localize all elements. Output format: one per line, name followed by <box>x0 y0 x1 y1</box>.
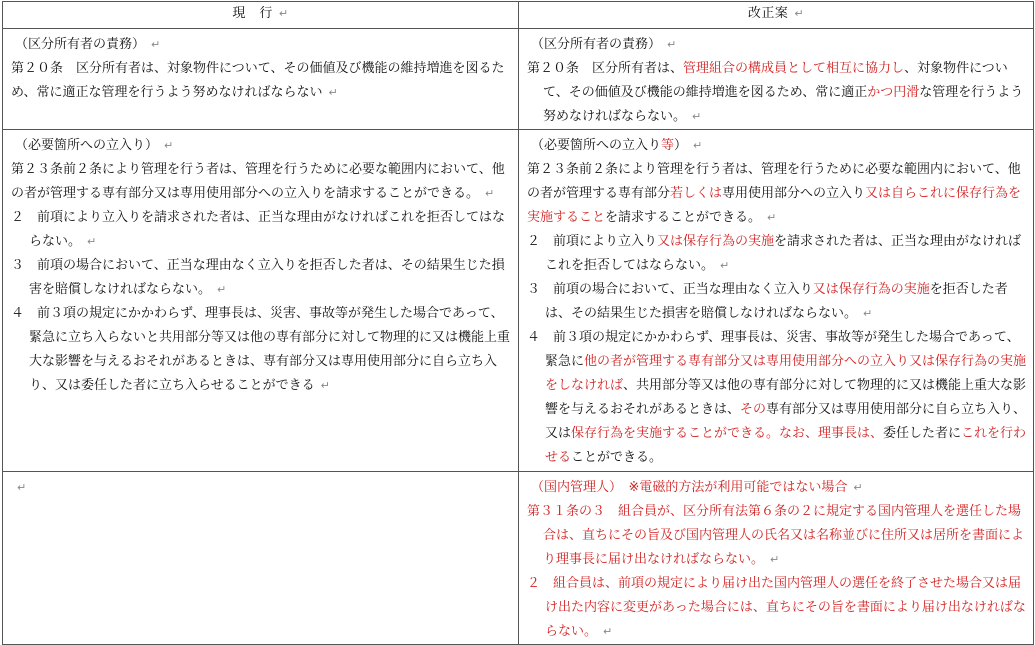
article-heading: （国内管理人） ※電磁的方法が利用可能ではない場合 ↵ <box>531 480 863 495</box>
article-text: 第２０条 区分所有者は、管理組合の構成員として相互に協力し、対象物件について、その価値及び機能の維持増進を図るため、常に適正かつ円滑な管理を行うよう努めなければならない。 ↵ <box>527 61 1024 124</box>
added-text: 等 <box>661 138 675 153</box>
row-article-20 <box>3 29 1034 130</box>
added-text: 又は保存行為の実施 <box>657 234 775 249</box>
added-text: 若しくは <box>670 186 723 201</box>
current-column-header: 現 行 ↵ <box>3 2 519 29</box>
article-paragraph: 第２３条前２条により管理を行う者は、管理を行うために必要な範囲内において、他の者が管理する専有部分又は専用使用部分への立入りを請求することができる。 ↵ <box>11 162 505 201</box>
current-cell <box>3 130 519 472</box>
revised-cell <box>519 130 1034 472</box>
header-row <box>3 2 1034 29</box>
article-text: 第２０条 区分所有者は、対象物件について、その価値及び機能の維持増進を図るため、常に適正な管理を行うよう努めなければならない ↵ <box>11 61 505 100</box>
added-text: 他の者が管理する専有部分又は専用使用部分への立入り又は保存行為の実施をしなければ <box>545 354 1027 393</box>
article-heading: （必要箇所への立入り） ↵ <box>15 138 174 153</box>
article-paragraph: 第３１条の３ 組合員が、区分所有法第６条の２に規定する国内管理人を選任した場合は、直ちにその旨及び国内管理人の氏名又は名称並びに住所又は居所を書面により理事長に届け出なければならない。 ↵ <box>527 504 1025 567</box>
added-text: かつ円滑 <box>867 85 920 100</box>
added-text: 保存行為を実施することができる。なお、理事長は、 <box>571 426 884 441</box>
article-paragraph: ２ 前項により立入り又は保存行為の実施を請求された者は、正当な理由がなければこれを拒否してはならない。 ↵ <box>527 234 1022 273</box>
article-paragraph: ２ 前項により立入りを請求された者は、正当な理由がなければこれを拒否してはならない。 ↵ <box>11 210 506 249</box>
article-paragraph: ３ 前項の場合において、正当な理由なく立入りを拒否した者は、その結果生じた損害を賠償しなければならない。 ↵ <box>11 258 505 297</box>
article-paragraph: ２ 組合員は、前項の規定により届け出た国内管理人の選任を終了させた場合又は届け出た内容に変更があった場合には、直ちにその旨を書面により届け出なければならない。 ↵ <box>527 576 1026 639</box>
added-text: 管理組合の構成員として相互に協力し <box>683 61 905 76</box>
article-heading: （区分所有者の責務） ↵ <box>531 37 677 52</box>
current-cell-empty: ↵ <box>3 472 519 645</box>
row-article-23 <box>3 130 1034 472</box>
added-text: その <box>740 402 767 417</box>
added-text: これを行わせる <box>545 426 1027 465</box>
article-heading: （区分所有者の責務） ↵ <box>15 37 161 52</box>
added-text: 又は保存行為の実施 <box>812 282 930 297</box>
revised-column-header: 改正案 ↵ <box>519 2 1034 29</box>
article-paragraph: ３ 前項の場合において、正当な理由なく立入り又は保存行為の実施を拒否した者は、その結果生じた損害を賠償しなければならない。 ↵ <box>527 282 1008 321</box>
article-paragraph: ４ 前３項の規定にかかわらず、理事長は、災害、事故等が発生した場合であって、緊急に他の者が管理する専有部分又は専用使用部分への立入り又は保存行為の実施をしなければ、共用部分等又は他の専有部分に対して物理的に又は機能上重大な影響を与えるおそれがあるときは、その専有部分又は専用使用部分に自ら立ち入り、又は保存行為を実施することができる。なお、理事長は、委任した者にこれを行わせることができる。 <box>527 330 1027 465</box>
revised-cell <box>519 29 1034 130</box>
article-paragraph: ４ 前３項の規定にかかわらず、理事長は、災害、事故等が発生した場合であって、緊急に立ち入らないと共用部分等又は他の専有部分に対して物理的に又は機能上重大な影響を与えるおそれがあるときは、専有部分又は専用使用部分に自ら立ち入り、又は委任した者に立ち入らせることができる ↵ <box>11 306 511 393</box>
article-heading: （必要箇所への立入り等） ↵ <box>531 138 703 153</box>
row-article-31-3 <box>3 472 1034 645</box>
article-paragraph: 第２３条前２条により管理を行う者は、管理を行うために必要な範囲内において、他の者が管理する専有部分若しくは専用使用部分への立入り又は自らこれに保存行為を実施することを請求することができる。 ↵ <box>527 162 1022 225</box>
revised-cell <box>519 472 1034 645</box>
current-cell <box>3 29 519 130</box>
comparison-table <box>2 1 1034 645</box>
added-text: 又は自らこれに保存行為を実施すること <box>527 186 1022 225</box>
